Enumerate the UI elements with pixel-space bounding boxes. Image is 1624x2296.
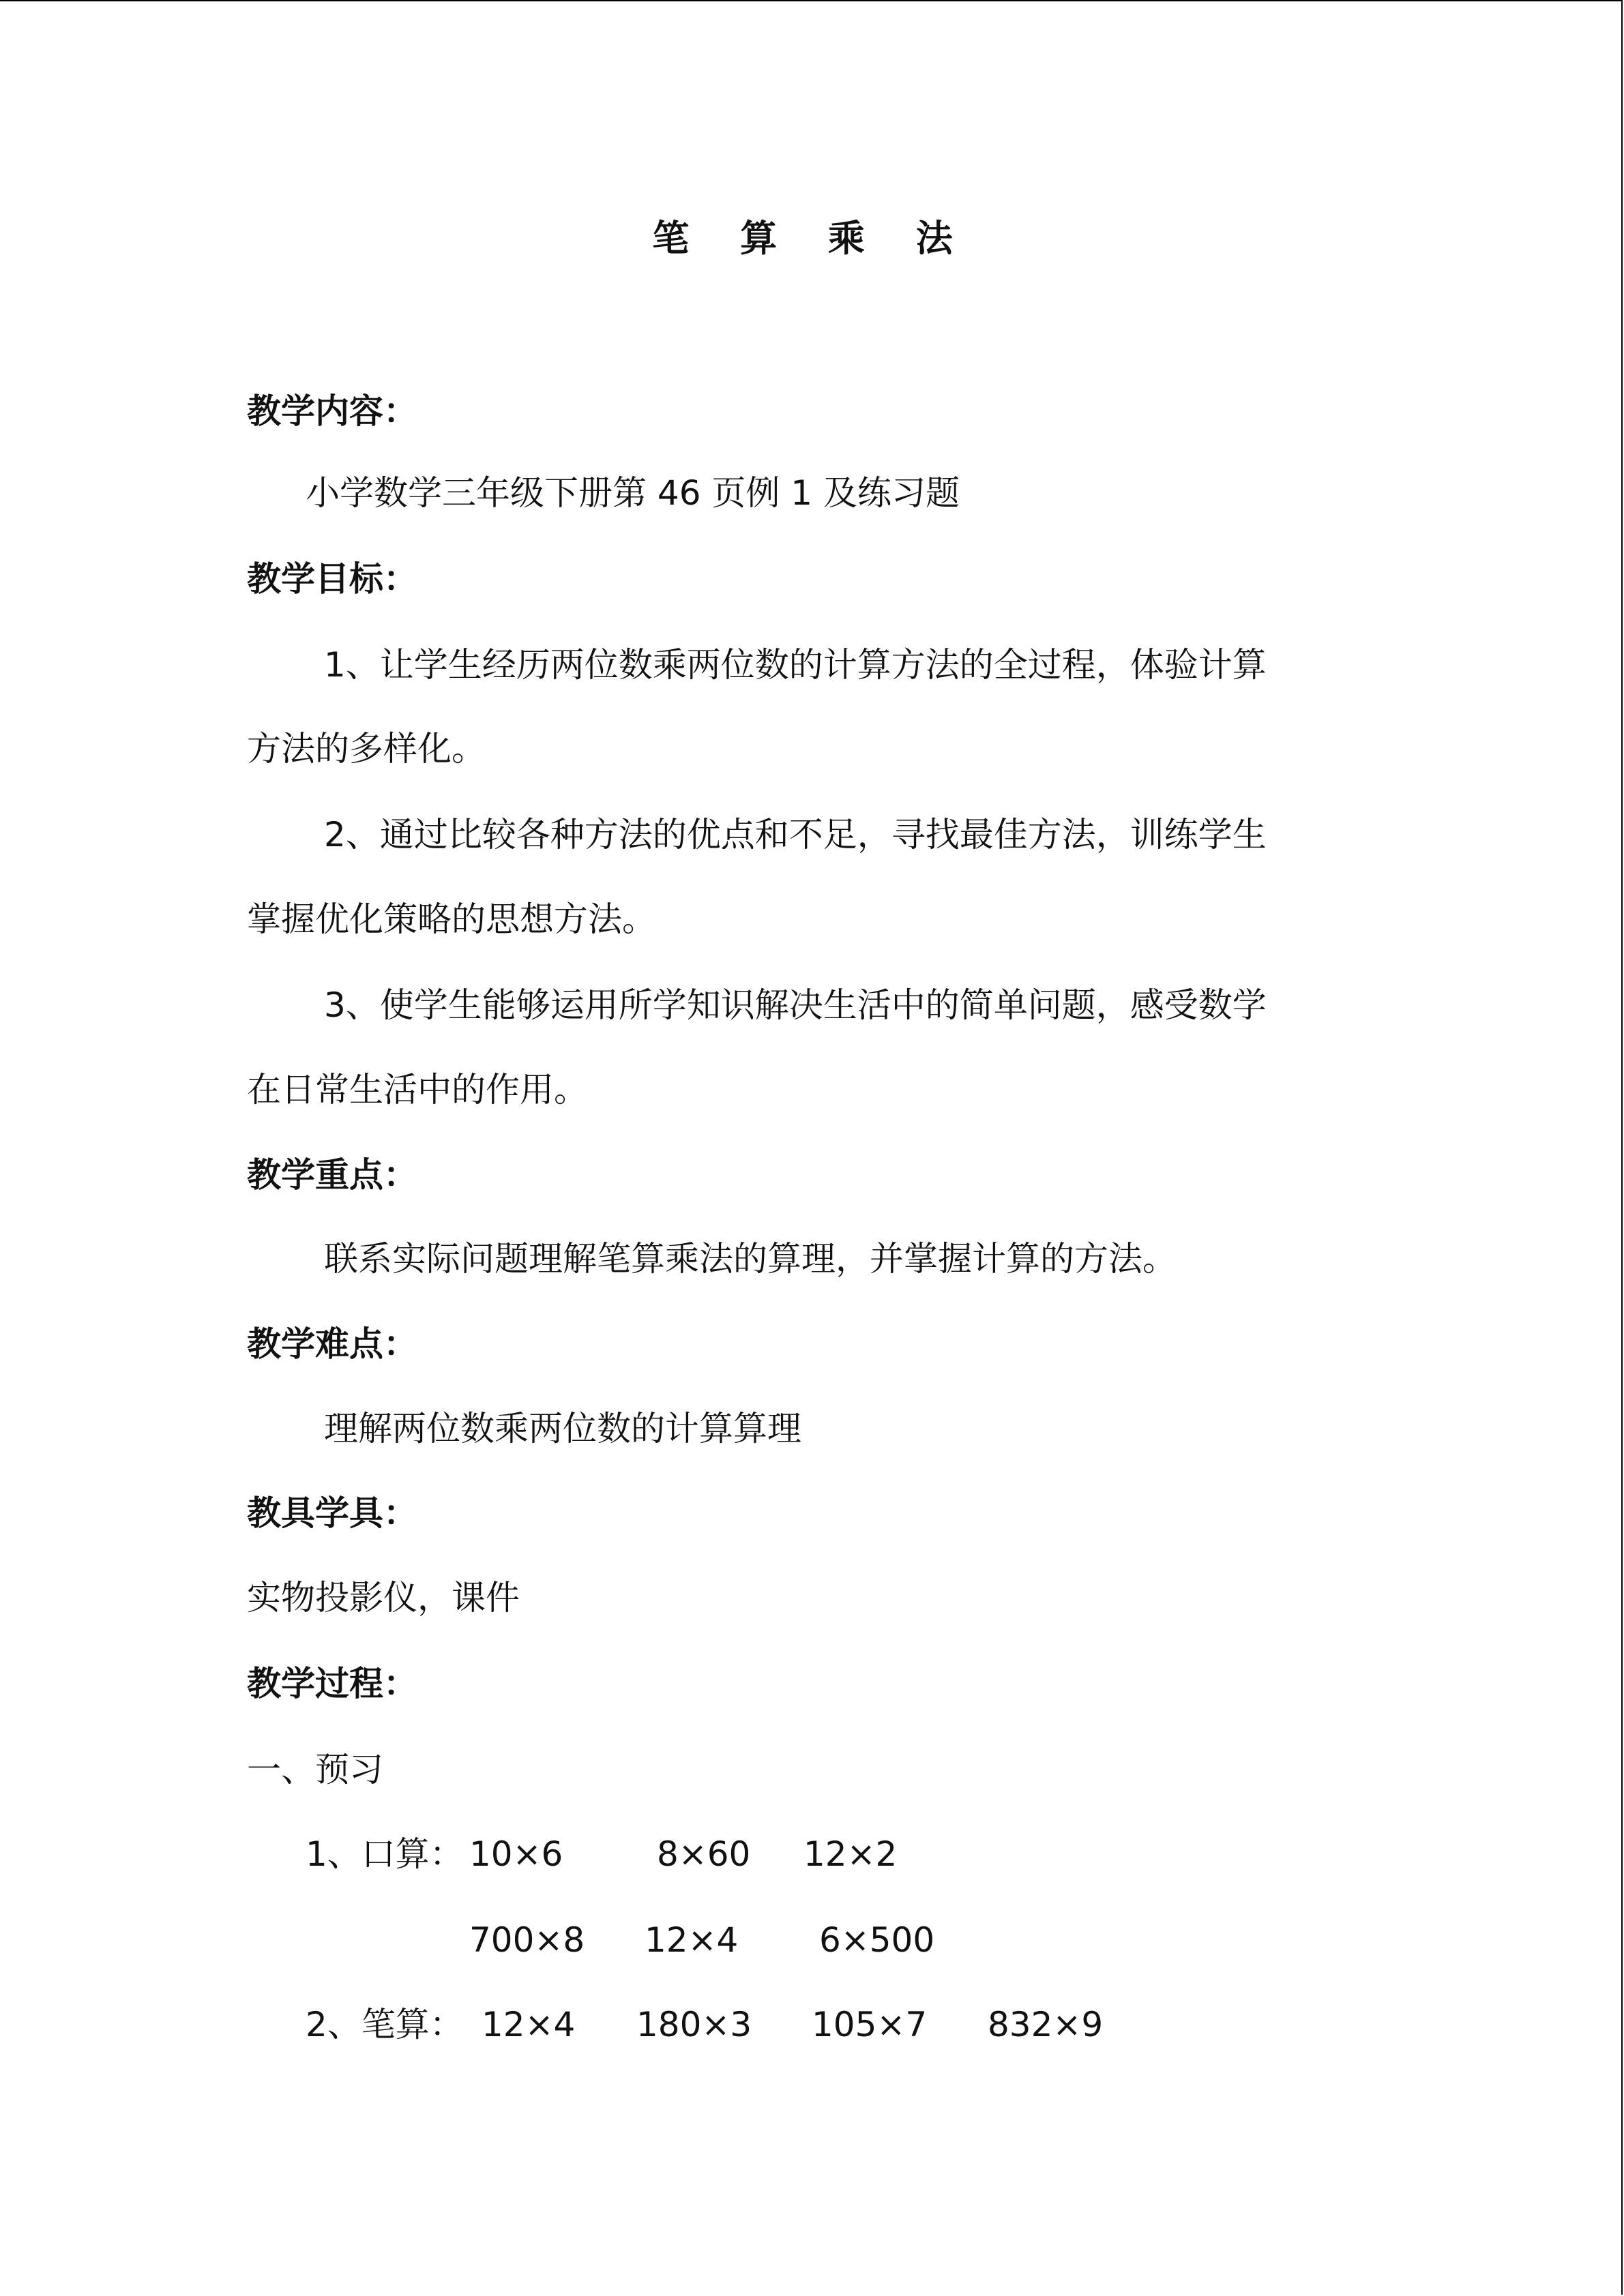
heading-teaching-goals: 教学目标： xyxy=(247,559,417,599)
oral-calc-row-2 xyxy=(469,1919,934,1961)
tools-text: 实物投影仪，课件 xyxy=(247,1578,520,1617)
oral-calc-item: 12×4 xyxy=(645,1920,739,1960)
key-points-text: 联系实际问题理解笔算乘法的算理，并掌握计算的方法。 xyxy=(324,1239,1177,1279)
goal-1-line-1: 1、让学生经历两位数乘两位数的计算方法的全过程，体验计算 xyxy=(324,645,1267,685)
oral-calc-item: 6×500 xyxy=(819,1920,935,1960)
written-calc-row xyxy=(306,2003,1103,2046)
written-calc-label: 2、笔算： xyxy=(306,2005,464,2044)
written-calc-item: 105×7 xyxy=(812,2005,928,2044)
written-calc-item: 12×4 xyxy=(482,2005,576,2044)
oral-calc-item: 8×60 xyxy=(657,1834,751,1874)
goal-3-line-1: 3、使学生能够运用所学知识解决生活中的简单问题，感受数学 xyxy=(324,985,1267,1025)
oral-calc-row-1 xyxy=(306,1833,897,1875)
oral-calc-label: 1、口算： xyxy=(306,1834,464,1874)
goal-2-line-2: 掌握优化策略的思想方法。 xyxy=(247,899,656,939)
heading-process: 教学过程： xyxy=(247,1664,417,1703)
oral-calc-item: 700×8 xyxy=(469,1920,585,1960)
goal-3-line-2: 在日常生活中的作用。 xyxy=(247,1070,588,1109)
written-calc-item: 180×3 xyxy=(636,2005,752,2044)
difficulties-text: 理解两位数乘两位数的计算算理 xyxy=(324,1409,801,1448)
teaching-content-text: 小学数学三年级下册第 46 页例 1 及练习题 xyxy=(306,473,960,513)
heading-tools: 教具学具： xyxy=(247,1493,417,1533)
heading-key-points: 教学重点： xyxy=(247,1155,417,1195)
oral-calc-item: 10×6 xyxy=(469,1834,563,1874)
oral-calc-item: 12×2 xyxy=(803,1834,898,1874)
process-part-1: 一、预习 xyxy=(247,1750,383,1789)
document-title: 笔 算 乘 法 xyxy=(652,217,972,260)
goal-2-line-1: 2、通过比较各种方法的优点和不足，寻找最佳方法，训练学生 xyxy=(324,815,1267,854)
written-calc-item: 832×9 xyxy=(988,2005,1104,2044)
heading-teaching-content: 教学内容： xyxy=(247,391,417,431)
goal-1-line-2: 方法的多样化。 xyxy=(247,729,486,769)
heading-difficulties: 教学难点： xyxy=(247,1324,417,1364)
